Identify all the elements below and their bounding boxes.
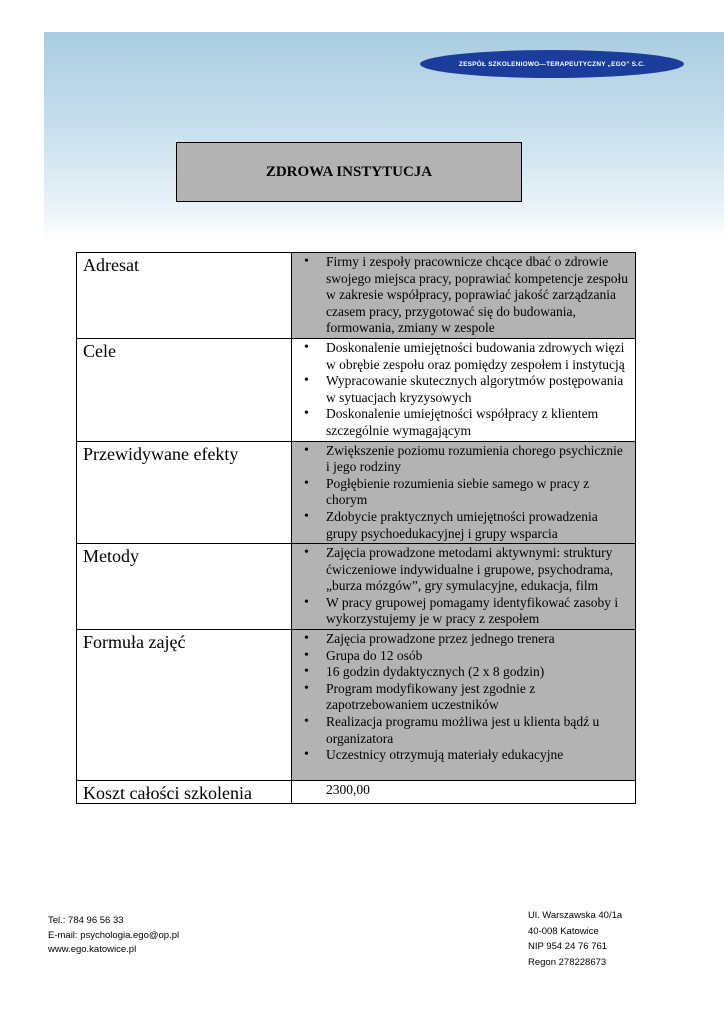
cost-content [292,780,636,803]
row-content [292,253,636,339]
cost-label: Koszt całości szkolenia [77,780,292,803]
list-item: • Zdobycie praktycznych umiejętności prowadzenia grupy psychoedukacyjnej i grupy wsparcia [296,509,629,542]
row-content [292,544,636,630]
list-item: • Zajęcia prowadzone metodami aktywnymi: struktury ćwiczeniowe indywidualne i grupowe, psychodrama, „burza mózgów”, gry symulacyjne, edukacja, film [296,545,629,595]
cost-value: 2300,00 [326,781,370,797]
list-item: • Firmy i zespoły pracownicze chcące dbać o zdrowie swojego miejsca pracy, poprawiać kompetencje zespołu w zakresie współpracy, poprawiać jakość zarządzania czasem pracy, przygotować się do budowania, formowania, zmiany w zespole [296,254,629,337]
list-item: • Zajęcia prowadzone przez jednego trenera [296,631,629,648]
list-item: • Pogłębienie rozumienia siebie samego w pracy z chorym [296,476,629,509]
row-label: Metody [77,544,292,630]
row-label: Adresat [77,253,292,339]
document-title-box [176,142,522,202]
row-metody [77,544,636,630]
footer-address [528,908,622,970]
list-item: • Grupa do 12 osób [296,648,629,665]
footer-website: www.ego.katowice.pl [48,944,137,955]
row-content [292,338,636,441]
list-item: • W pracy grupowej pomagamy identyfikować zasoby i wykorzystujemy je w pracy z zespołem [296,595,629,628]
logo-text: ZESPÓŁ SZKOLENIOWO—TERAPEUTYCZNY „EGO” S.C. [458,60,646,68]
list-item: • Zwiększenie poziomu rozumienia chorego psychicznie i jego rodziny [296,443,629,476]
document-title: ZDROWA INSTYTUCJA [265,163,433,180]
list-item: • Realizacja programu możliwa jest u klienta bądź u organizatora [296,714,629,747]
row-label: Formuła zajęć [77,630,292,781]
row-formula-zajec [77,630,636,781]
row-adresat [77,253,636,339]
row-przewidywane-efekty [77,441,636,544]
training-info-table [76,252,636,804]
list-item: • 16 godzin dydaktycznych (2 x 8 godzin) [296,664,629,681]
footer-regon: Regon 278228673 [528,956,607,968]
row-label: Cele [77,338,292,441]
footer-email: E-mail: psychologia.ego@op.pl [48,929,180,941]
list-item: • Doskonalenie umiejętności budowania zdrowych więzi w obrębie zespołu oraz pomiędzy zespołem i instytucją [296,340,629,373]
row-cele [77,338,636,441]
footer-phone: Tel.: 784 96 56 33 [48,915,124,926]
footer-city: 40-008 Katowice [528,925,599,937]
row-content [292,441,636,544]
list-item: • Uczestnicy otrzymują materiały edukacyjne [296,747,629,764]
list-item: • Wypracowanie skutecznych algorytmów postępowania w sytuacjach kryzysowych [296,373,629,406]
row-content [292,630,636,781]
list-item: • Program modyfikowany jest zgodnie z zapotrzebowaniem uczestników [296,681,629,714]
list-item: • Doskonalenie umiejętności współpracy z klientem szczególnie wymagającym [296,406,629,439]
company-logo [420,50,684,78]
footer-contact [48,914,179,958]
row-label: Przewidywane efekty [77,441,292,544]
row-koszt [77,780,636,803]
footer-street: Ul. Warszawska 40/1a [528,910,623,921]
footer-nip: NIP 954 24 76 761 [528,941,608,952]
